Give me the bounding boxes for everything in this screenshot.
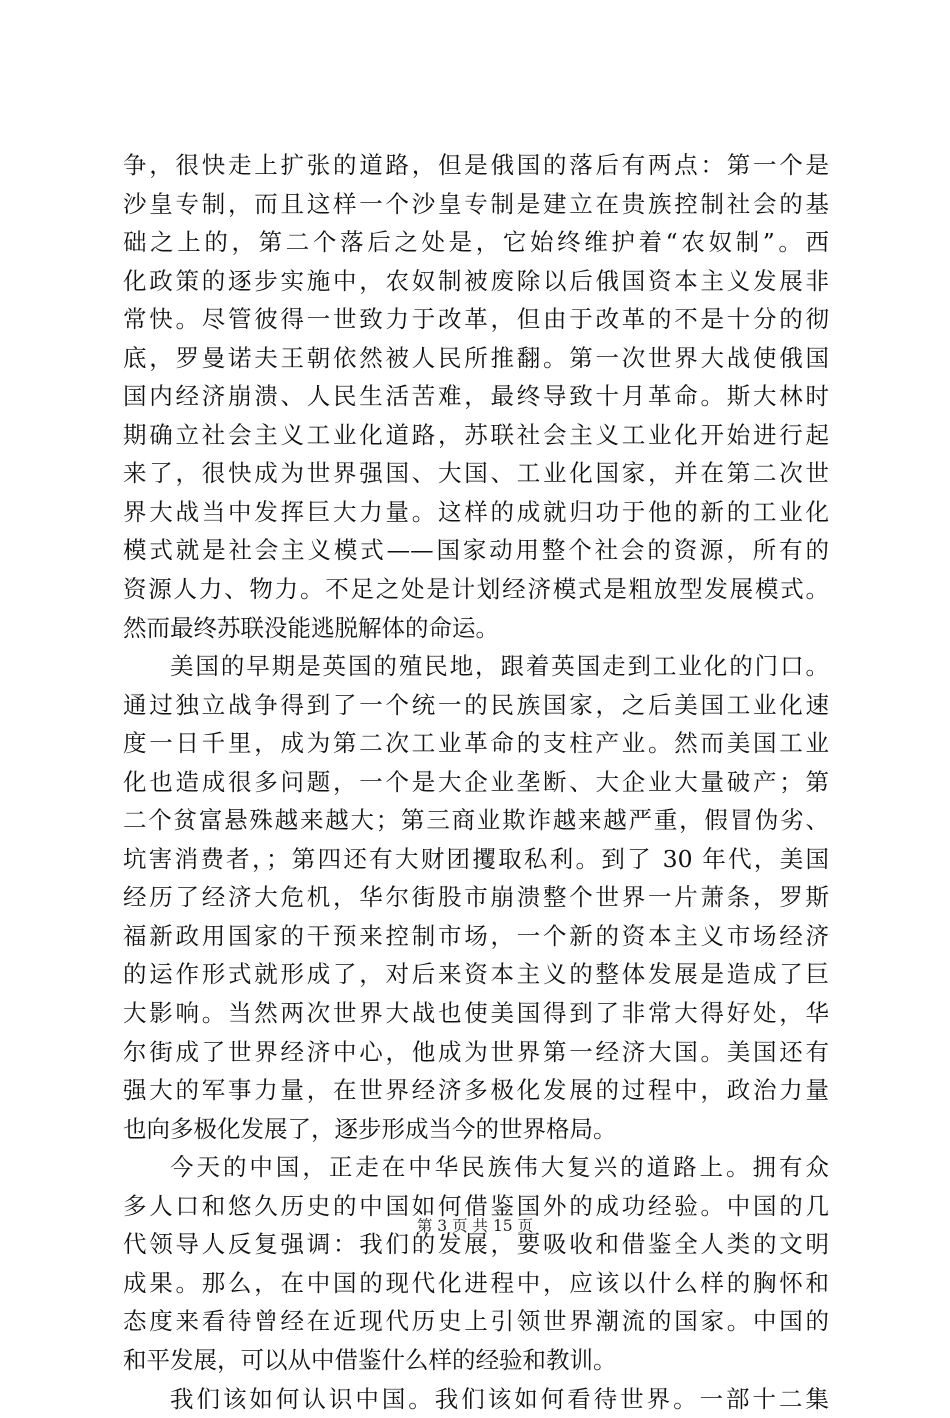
text-line: 底，罗曼诺夫王朝依然被人民所推翻。第一次世界大战使俄国	[123, 339, 829, 378]
paragraph-start-line: 今天的中国，正走在中华民族伟大复兴的道路上。拥有众	[123, 1148, 829, 1187]
text-line: 础之上的，第二个落后之处是，它始终维护着“农奴制”。西	[123, 223, 829, 262]
text-line: 代领导人反复强调：我们的发展，要吸收和借鉴全人类的文明	[123, 1225, 829, 1264]
text-line: 资源人力、物力。不足之处是计划经济模式是粗放型发展模式。	[123, 570, 829, 609]
text-line: 争，很快走上扩张的道路，但是俄国的落后有两点：第一个是	[123, 146, 829, 185]
text-line: 期确立社会主义工业化道路，苏联社会主义工业化开始进行起	[123, 416, 829, 455]
text-line: 福新政用国家的干预来控制市场，一个新的资本主义市场经济	[123, 917, 829, 956]
text-line: 常快。尽管彼得一世致力于改革，但由于改革的不是十分的彻	[123, 300, 829, 339]
text-line: 大影响。当然两次世界大战也使美国得到了非常大得好处，华	[123, 994, 829, 1033]
text-line: 尔街成了世界经济中心，他成为世界第一经济大国。美国还有	[123, 1033, 829, 1072]
paragraph-start-line: 我们该如何认识中国。我们该如何看待世界。一部十二集	[123, 1380, 829, 1418]
text-line: 的运作形式就形成了，对后来资本主义的整体发展是造成了巨	[123, 955, 829, 994]
text-line: 多人口和悠久历史的中国如何借鉴国外的成功经验。中国的几	[123, 1187, 829, 1226]
page-number-footer: 第 3 页 共 15 页	[0, 1214, 950, 1236]
text-line: 通过独立战争得到了一个统一的民族国家，之后美国工业化速	[123, 686, 829, 725]
text-line: 界大战当中发挥巨大力量。这样的成就归功于他的新的工业化	[123, 493, 829, 532]
text-line: 二个贫富悬殊越来越大；第三商业欺诈越来越严重，假冒伪劣、	[123, 801, 829, 840]
paragraph-start-line: 美国的早期是英国的殖民地，跟着英国走到工业化的门口。	[123, 647, 829, 686]
text-line: 和平发展，可以从中借鉴什么样的经验和教训。	[123, 1341, 829, 1380]
text-line: 化政策的逐步实施中，农奴制被废除以后俄国资本主义发展非	[123, 262, 829, 301]
text-line: 国内经济崩溃、人民生活苦难，最终导致十月革命。斯大林时	[123, 377, 829, 416]
text-line: 然而最终苏联没能逃脱解体的命运。	[123, 609, 829, 648]
text-line: 也向多极化发展了，逐步形成当今的世界格局。	[123, 1110, 829, 1149]
text-line: 成果。那么，在中国的现代化进程中，应该以什么样的胸怀和	[123, 1264, 829, 1303]
text-line: 坑害消费者，；第四还有大财团攫取私利。到了 30 年代，美国	[123, 840, 829, 879]
text-line: 模式就是社会主义模式——国家动用整个社会的资源，所有的	[123, 531, 829, 570]
text-line: 化也造成很多问题，一个是大企业垄断、大企业大量破产；第	[123, 763, 829, 802]
text-line: 来了，很快成为世界强国、大国、工业化国家，并在第二次世	[123, 454, 829, 493]
text-line: 态度来看待曾经在近现代历史上引领世界潮流的国家。中国的	[123, 1302, 829, 1341]
text-line: 度一日千里，成为第二次工业革命的支柱产业。然而美国工业	[123, 724, 829, 763]
text-line: 强大的军事力量，在世界经济多极化发展的过程中，政治力量	[123, 1071, 829, 1110]
text-line: 沙皇专制，而且这样一个沙皇专制是建立在贵族控制社会的基	[123, 185, 829, 224]
text-line: 经历了经济大危机，华尔街股市崩溃整个世界一片萧条，罗斯	[123, 878, 829, 917]
